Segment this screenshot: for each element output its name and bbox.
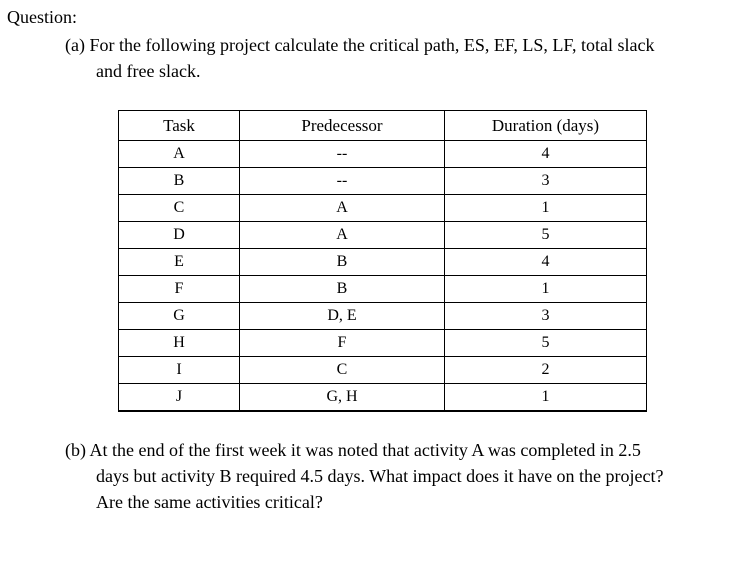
duration-cell: 2 [445, 357, 647, 384]
predecessor-cell: -- [240, 141, 445, 168]
part-b-line-3: Are the same activities critical? [96, 492, 323, 512]
table-header-row [119, 111, 647, 141]
header-task: Task [119, 111, 240, 141]
part-a-text [65, 32, 745, 84]
duration-cell: 5 [445, 330, 647, 357]
duration-cell: 3 [445, 303, 647, 330]
table-row [119, 357, 647, 384]
task-cell: G [119, 303, 240, 330]
task-cell: H [119, 330, 240, 357]
duration-cell: 5 [445, 222, 647, 249]
table-row [119, 330, 647, 357]
task-table [118, 110, 647, 412]
table-row [119, 168, 647, 195]
task-cell: D [119, 222, 240, 249]
predecessor-cell: B [240, 276, 445, 303]
duration-cell: 1 [445, 384, 647, 412]
predecessor-cell: A [240, 222, 445, 249]
table-row [119, 276, 647, 303]
header-duration: Duration (days) [445, 111, 647, 141]
predecessor-cell: A [240, 195, 445, 222]
task-cell: J [119, 384, 240, 412]
part-b-text [65, 437, 745, 515]
task-cell: F [119, 276, 240, 303]
table-row [119, 141, 647, 168]
task-cell: A [119, 141, 240, 168]
table-row [119, 222, 647, 249]
predecessor-cell: B [240, 249, 445, 276]
table-row [119, 195, 647, 222]
duration-cell: 1 [445, 195, 647, 222]
predecessor-cell: D, E [240, 303, 445, 330]
table-row [119, 303, 647, 330]
table-row [119, 384, 647, 412]
part-a-line-2: and free slack. [96, 61, 201, 81]
part-b-line-2: days but activity B required 4.5 days. What impact does it have on the project? [96, 466, 664, 486]
predecessor-cell: G, H [240, 384, 445, 412]
predecessor-cell: F [240, 330, 445, 357]
duration-cell: 4 [445, 141, 647, 168]
predecessor-cell: -- [240, 168, 445, 195]
task-cell: C [119, 195, 240, 222]
table-row [119, 249, 647, 276]
predecessor-cell: C [240, 357, 445, 384]
task-cell: B [119, 168, 240, 195]
duration-cell: 3 [445, 168, 647, 195]
part-b-line-1: (b) At the end of the first week it was noted that activity A was completed in 2.5 [65, 440, 641, 460]
duration-cell: 4 [445, 249, 647, 276]
duration-cell: 1 [445, 276, 647, 303]
task-cell: I [119, 357, 240, 384]
task-cell: E [119, 249, 240, 276]
question-heading: Question: [7, 7, 77, 27]
part-a-line-1: (a) For the following project calculate the critical path, ES, EF, LS, LF, total slack [65, 35, 655, 55]
header-predecessor: Predecessor [240, 111, 445, 141]
